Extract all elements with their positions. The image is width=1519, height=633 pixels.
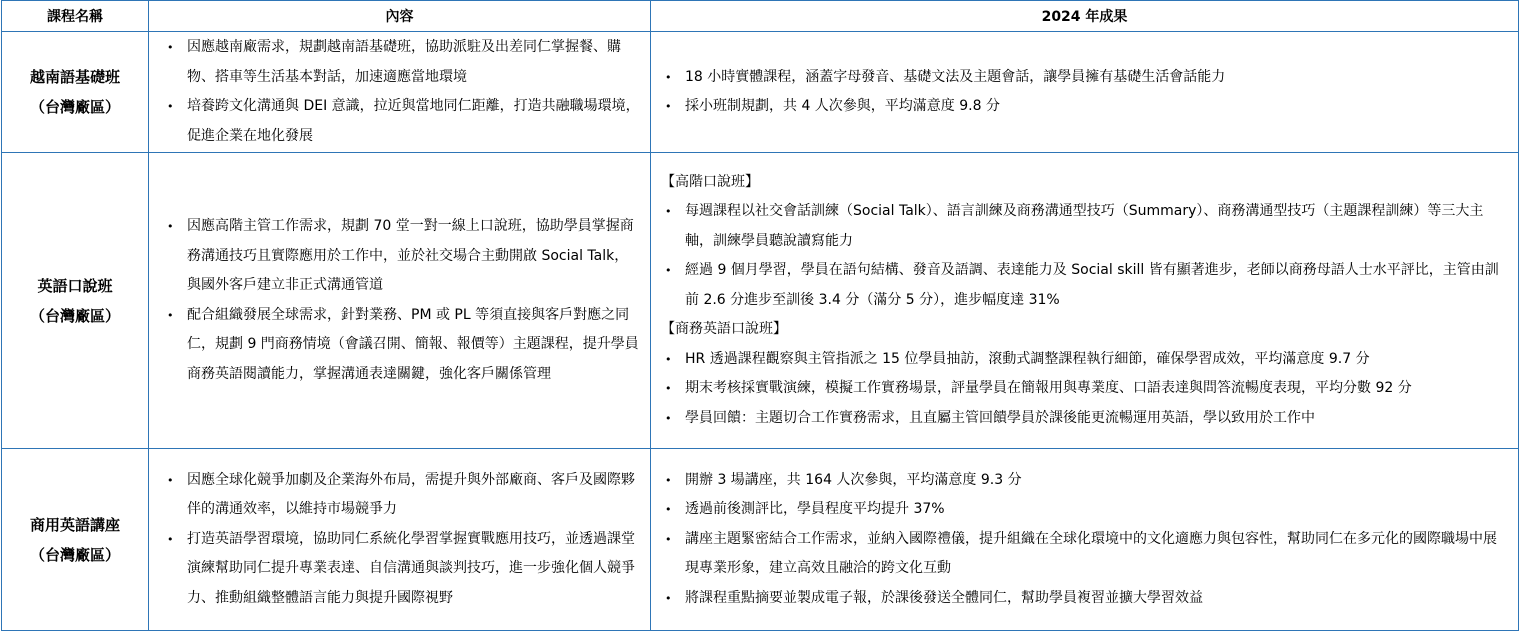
bullet-icon: •: [167, 473, 174, 487]
bullet-icon: •: [167, 41, 174, 54]
bullet-icon: •: [665, 264, 672, 278]
list-item: • HR 透過課程觀察與主管指派之 15 位學員抽訪，滾動式調整課程執行細節，確保學習成效，平均滿意度 9.7 分: [661, 345, 1510, 375]
results-list: [661, 345, 1510, 434]
course-content-cell: [149, 449, 651, 631]
course-results-cell: [651, 153, 1519, 449]
bullet-icon: •: [167, 100, 174, 113]
bullet-icon: •: [167, 308, 174, 322]
course-name: 商用英語講座: [29, 515, 120, 534]
course-table: [1, 0, 1519, 631]
results-list: [661, 197, 1510, 315]
list-item: • 打造英語學習環境，協助同仁系統化學習掌握實戰應用技巧，並透過課堂演練幫助同仁提升專業表達、自信溝通與談判技巧，進一步強化個人競爭力、推動組織整體語言能力與提升國際視野: [163, 525, 642, 614]
course-name: 越南語基礎班: [29, 68, 120, 86]
content-list: [163, 466, 642, 614]
bullet-icon: •: [665, 100, 672, 113]
bullet-icon: •: [665, 70, 672, 84]
list-item: • 採小班制規劃，共 4 人次參與，平均滿意度 9.8 分: [661, 92, 1510, 122]
list-item: • 18 小時實體課程，涵蓋字母發音、基礎文法及主題會話，讓學員擁有基礎生活會話能力: [661, 63, 1510, 93]
section-title: 【高階口說班】: [661, 173, 759, 190]
table-row: [2, 153, 1519, 449]
bullet-icon: •: [167, 220, 174, 233]
results-list: [661, 63, 1510, 122]
list-item: • 開辦 3 場講座，共 164 人次參與，平均滿意度 9.3 分: [661, 466, 1510, 496]
list-item: • 因應高階主管工作需求，規劃 70 堂一對一線上口說班，協助學員掌握商務溝通技巧且實際應用於工作中，並於社交場合主動開啟 Social Talk，與國外客戶建立非正式溝通管道: [163, 212, 642, 301]
bullet-icon: •: [665, 591, 672, 605]
list-item: • 講座主題緊密結合工作需求，並納入國際禮儀，提升組織在全球化環境中的文化適應力與包容性，幫助同仁在多元化的國際職場中展現專業形象，建立高效且融洽的跨文化互動: [661, 525, 1510, 584]
section-title: 【商務英語口說班】: [661, 321, 787, 338]
bullet-icon: •: [665, 382, 672, 396]
list-item: • 配合組織發展全球需求，針對業務、PM 或 PL 等須直接與客戶對應之同仁，規劃 9 門商務情境（會議召開、簡報、報價等）主題課程，提升學員商務英語閱讀能力，掌握溝通表達關鍵，強化客戶關係管理: [163, 301, 642, 390]
table-row: [2, 32, 1519, 153]
header-results: 2024 年成果: [651, 1, 1519, 32]
table-row: [2, 449, 1519, 631]
course-location: （台灣廠區）: [29, 98, 120, 116]
course-location: （台灣廠區）: [29, 306, 120, 325]
bullet-icon: •: [665, 503, 672, 517]
content-list: [163, 33, 642, 151]
results-list: [661, 466, 1510, 614]
list-item: • 透過前後測評比，學員程度平均提升 37%: [661, 495, 1510, 525]
course-results-cell: [651, 32, 1519, 153]
list-item: • 每週課程以社交會話訓練（Social Talk）、語言訓練及商務溝通型技巧（Summary）、商務溝通型技巧（主題課程訓練）等三大主軸，訓練學員聽說讀寫能力: [661, 197, 1510, 256]
course-name-cell: [2, 449, 149, 631]
bullet-icon: •: [167, 532, 174, 546]
list-item: • 期末考核採實戰演練，模擬工作實務場景，評量學員在簡報用與專業度、口語表達與問答流暢度表現，平均分數 92 分: [661, 374, 1510, 404]
course-name: 英語口說班: [37, 276, 113, 295]
list-item: • 經過 9 個月學習，學員在語句結構、發音及語調、表達能力及 Social skill 皆有顯著進步，老師以商務母語人士水平評比，主管由訓前 2.6 分進步至訓後 3.4 分（滿分 5 分），進步幅度達 31%: [661, 256, 1510, 315]
course-location: （台灣廠區）: [29, 545, 120, 564]
content-list: [163, 212, 642, 389]
course-name-cell: [2, 32, 149, 153]
course-content-cell: [149, 153, 651, 449]
bullet-icon: •: [665, 411, 672, 425]
header-row: [2, 1, 1519, 32]
bullet-icon: •: [665, 473, 672, 487]
list-item: • 培養跨文化溝通與 DEI 意識，拉近與當地同仁距離，打造共融職場環境，促進企業在地化發展: [163, 92, 642, 151]
list-item: • 因應越南廠需求，規劃越南語基礎班，協助派駐及出差同仁掌握餐、購物、搭車等生活基本對話，加速適應當地環境: [163, 33, 642, 92]
bullet-icon: •: [665, 205, 672, 219]
list-item: • 因應全球化競爭加劇及企業海外布局，需提升與外部廠商、客戶及國際夥伴的溝通效率，以維持市場競爭力: [163, 466, 642, 525]
header-course-name: 課程名稱: [2, 1, 149, 32]
bullet-icon: •: [665, 352, 672, 366]
list-item: • 學員回饋：主題切合工作實務需求，且直屬主管回饋學員於課後能更流暢運用英語，學以致用於工作中: [661, 404, 1510, 434]
header-content: 內容: [149, 1, 651, 32]
course-name-cell: [2, 153, 149, 449]
course-content-cell: [149, 32, 651, 153]
course-results-cell: [651, 449, 1519, 631]
list-item: • 將課程重點摘要並製成電子報，於課後發送全體同仁，幫助學員複習並擴大學習效益: [661, 584, 1510, 614]
bullet-icon: •: [665, 532, 672, 546]
